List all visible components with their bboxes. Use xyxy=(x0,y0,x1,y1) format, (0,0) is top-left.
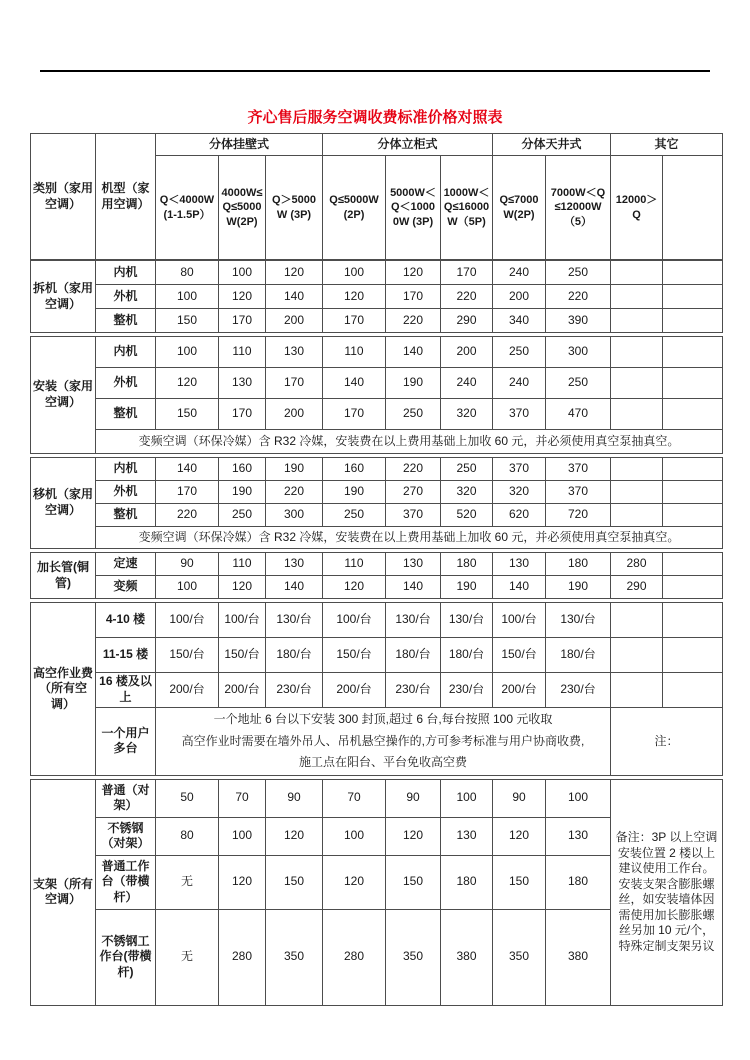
price-cell: 90 xyxy=(386,779,441,817)
price-cell: 250 xyxy=(386,399,441,430)
header-capacity: 12000＞Q xyxy=(611,156,663,260)
model-cell: 整机 xyxy=(96,399,156,430)
price-cell: 130 xyxy=(386,553,441,576)
header-capacity: Q≤5000W(2P) xyxy=(323,156,386,260)
price-cell xyxy=(611,399,663,430)
header-capacity xyxy=(663,156,723,260)
header-capacity: 7000W＜Q≤12000W（5） xyxy=(546,156,611,260)
price-cell: 120 xyxy=(266,261,323,285)
section-zhijia xyxy=(30,779,723,1006)
header-group: 分体挂壁式 xyxy=(156,134,323,156)
price-cell: 100/台 xyxy=(493,603,546,638)
price-cell: 240 xyxy=(493,261,546,285)
price-cell: 120 xyxy=(323,576,386,599)
header-group: 分体立柜式 xyxy=(323,134,493,156)
price-cell: 370 xyxy=(386,504,441,527)
note-marker-cell: 注： xyxy=(611,708,723,776)
model-cell: 外机 xyxy=(96,368,156,399)
price-cell: 130/台 xyxy=(266,603,323,638)
price-cell: 100 xyxy=(156,285,219,309)
price-cell xyxy=(611,638,663,673)
price-cell: 320 xyxy=(493,481,546,504)
price-cell: 290 xyxy=(441,309,493,333)
price-cell: 120 xyxy=(156,368,219,399)
price-cell: 110 xyxy=(219,553,266,576)
price-cell: 170 xyxy=(386,285,441,309)
price-cell: 240 xyxy=(441,368,493,399)
price-cell: 370 xyxy=(493,399,546,430)
price-cell: 170 xyxy=(156,481,219,504)
price-cell: 100/台 xyxy=(219,603,266,638)
price-cell: 180 xyxy=(441,855,493,909)
price-cell: 130 xyxy=(266,337,323,368)
price-cell: 280 xyxy=(323,909,386,1005)
header-capacity: 1000W＜Q≤16000W（5P) xyxy=(441,156,493,260)
price-cell: 200/台 xyxy=(493,673,546,708)
price-cell: 100 xyxy=(441,779,493,817)
price-cell xyxy=(611,504,663,527)
price-cell: 100 xyxy=(156,337,219,368)
price-table-header xyxy=(30,133,723,260)
price-cell: 70 xyxy=(323,779,386,817)
price-cell: 190 xyxy=(441,576,493,599)
price-cell: 200 xyxy=(441,337,493,368)
category-cell: 高空作业费（所有空调） xyxy=(31,603,96,776)
price-cell: 190 xyxy=(386,368,441,399)
price-cell: 170 xyxy=(219,309,266,333)
price-cell: 250 xyxy=(323,504,386,527)
header-capacity: 5000W＜Q＜10000W (3P) xyxy=(386,156,441,260)
price-cell: 50 xyxy=(156,779,219,817)
section-yiji xyxy=(30,457,723,549)
model-cell: 整机 xyxy=(96,309,156,333)
price-cell xyxy=(663,261,723,285)
model-cell: 普通（对架） xyxy=(96,779,156,817)
category-cell: 支架（所有空调） xyxy=(31,779,96,1005)
price-cell: 180/台 xyxy=(386,638,441,673)
price-cell xyxy=(663,337,723,368)
price-cell: 80 xyxy=(156,817,219,855)
price-cell: 250 xyxy=(219,504,266,527)
model-cell: 外机 xyxy=(96,481,156,504)
model-cell: 不锈钢（对架） xyxy=(96,817,156,855)
price-cell: 无 xyxy=(156,855,219,909)
model-cell: 变频 xyxy=(96,576,156,599)
price-cell xyxy=(663,638,723,673)
price-cell xyxy=(663,481,723,504)
price-cell: 230/台 xyxy=(441,673,493,708)
price-cell: 无 xyxy=(156,909,219,1005)
price-cell: 170 xyxy=(266,368,323,399)
price-cell: 150/台 xyxy=(493,638,546,673)
price-cell xyxy=(663,673,723,708)
price-cell: 140 xyxy=(323,368,386,399)
price-cell: 90 xyxy=(156,553,219,576)
price-cell: 130 xyxy=(546,817,611,855)
price-cell: 340 xyxy=(493,309,546,333)
price-cell: 170 xyxy=(323,399,386,430)
model-cell: 16 楼及以上 xyxy=(96,673,156,708)
model-cell: 普通工作台（带横杆） xyxy=(96,855,156,909)
price-cell: 220 xyxy=(546,285,611,309)
category-cell: 安装（家用空调） xyxy=(31,337,96,454)
price-cell: 720 xyxy=(546,504,611,527)
bracket-remark: 备注：3P 以上空调安装位置 2 楼以上建议使用工作台。安装支架含膨胀螺丝，如安装墙体因需使用加长膨胀螺丝另加 10 元/个，特殊定制支架另议 xyxy=(611,779,723,1005)
price-cell xyxy=(611,603,663,638)
highwork-note xyxy=(156,708,611,776)
price-cell: 120 xyxy=(323,855,386,909)
model-cell: 内机 xyxy=(96,458,156,481)
price-cell: 380 xyxy=(441,909,493,1005)
price-cell: 150 xyxy=(156,399,219,430)
model-cell: 11-15 楼 xyxy=(96,638,156,673)
price-cell: 160 xyxy=(323,458,386,481)
price-cell: 130 xyxy=(493,553,546,576)
price-cell: 100 xyxy=(323,261,386,285)
price-cell: 110 xyxy=(323,553,386,576)
price-cell: 300 xyxy=(266,504,323,527)
price-cell: 130 xyxy=(441,817,493,855)
price-cell: 180 xyxy=(546,553,611,576)
price-cell: 140 xyxy=(386,337,441,368)
price-cell: 150 xyxy=(156,309,219,333)
price-cell: 270 xyxy=(386,481,441,504)
price-cell: 280 xyxy=(219,909,266,1005)
price-cell: 190 xyxy=(219,481,266,504)
price-cell: 170 xyxy=(219,399,266,430)
price-cell: 200 xyxy=(493,285,546,309)
price-cell xyxy=(663,285,723,309)
top-divider xyxy=(40,70,710,72)
price-cell: 100/台 xyxy=(323,603,386,638)
model-cell: 整机 xyxy=(96,504,156,527)
section-gaokong xyxy=(30,602,723,776)
price-cell: 220 xyxy=(156,504,219,527)
price-cell: 80 xyxy=(156,261,219,285)
price-cell: 150/台 xyxy=(156,638,219,673)
price-cell: 120 xyxy=(323,285,386,309)
price-cell: 180 xyxy=(546,855,611,909)
price-cell: 200 xyxy=(266,399,323,430)
price-cell: 350 xyxy=(493,909,546,1005)
price-cell: 390 xyxy=(546,309,611,333)
price-cell: 120 xyxy=(266,817,323,855)
price-cell: 280 xyxy=(611,553,663,576)
price-cell: 130/台 xyxy=(386,603,441,638)
price-cell: 130 xyxy=(266,553,323,576)
price-cell: 150 xyxy=(493,855,546,909)
price-cell: 150/台 xyxy=(219,638,266,673)
price-cell: 100 xyxy=(156,576,219,599)
price-cell: 220 xyxy=(266,481,323,504)
price-cell: 200/台 xyxy=(219,673,266,708)
price-cell xyxy=(611,673,663,708)
price-cell xyxy=(663,504,723,527)
section-note: 变频空调（环保冷媒）含 R32 冷媒，安装费在以上费用基础上加收 60 元，并必须使用真空泵抽真空。 xyxy=(96,430,723,454)
price-cell: 370 xyxy=(546,481,611,504)
price-cell: 140 xyxy=(266,576,323,599)
header-model: 机型（家用空调） xyxy=(96,134,156,260)
price-cell: 110 xyxy=(219,337,266,368)
price-cell: 120 xyxy=(386,261,441,285)
note-line: 高空作业时需要在墙外吊人、吊机悬空操作的,方可参考标准与用户协商收费, xyxy=(181,733,585,748)
price-cell: 70 xyxy=(219,779,266,817)
price-cell: 180/台 xyxy=(266,638,323,673)
price-cell xyxy=(611,261,663,285)
price-cell xyxy=(663,368,723,399)
price-cell: 200 xyxy=(266,309,323,333)
section-anzhuang xyxy=(30,336,723,454)
price-cell: 320 xyxy=(441,399,493,430)
price-cell: 180/台 xyxy=(441,638,493,673)
price-cell xyxy=(663,458,723,481)
header-group: 其它 xyxy=(611,134,723,156)
price-cell: 170 xyxy=(441,261,493,285)
price-cell xyxy=(611,368,663,399)
price-cell: 100 xyxy=(323,817,386,855)
price-cell: 100 xyxy=(219,261,266,285)
model-cell: 内机 xyxy=(96,261,156,285)
category-cell: 拆机（家用空调） xyxy=(31,261,96,333)
price-cell xyxy=(611,309,663,333)
model-cell: 不锈钢工作台(带横杆) xyxy=(96,909,156,1005)
note-line: 一个地址 6 台以下安装 300 封顶,超过 6 台,每台按照 100 元收取 xyxy=(213,712,553,726)
price-cell: 190 xyxy=(323,481,386,504)
price-cell: 350 xyxy=(386,909,441,1005)
price-cell: 130 xyxy=(219,368,266,399)
price-cell: 230/台 xyxy=(546,673,611,708)
price-cell xyxy=(663,576,723,599)
section-note: 变频空调（环保冷媒）含 R32 冷媒，安装费在以上费用基础上加收 60 元，并必须使用真空泵抽真空。 xyxy=(96,527,723,549)
section-chaiji xyxy=(30,260,723,333)
price-cell: 320 xyxy=(441,481,493,504)
note-line: 施工点在阳台、平台免收高空费 xyxy=(298,755,467,770)
price-cell: 120 xyxy=(386,817,441,855)
price-cell: 370 xyxy=(493,458,546,481)
price-cell: 200/台 xyxy=(323,673,386,708)
price-cell: 90 xyxy=(266,779,323,817)
price-cell xyxy=(663,553,723,576)
price-cell: 620 xyxy=(493,504,546,527)
price-cell: 180/台 xyxy=(546,638,611,673)
price-cell: 470 xyxy=(546,399,611,430)
price-cell: 120 xyxy=(219,285,266,309)
price-cell: 180 xyxy=(441,553,493,576)
category-cell: 移机（家用空调） xyxy=(31,458,96,549)
price-cell: 190 xyxy=(546,576,611,599)
price-cell: 290 xyxy=(611,576,663,599)
header-capacity: Q＜4000W (1-1.5P） xyxy=(156,156,219,260)
price-cell: 100 xyxy=(219,817,266,855)
price-cell: 100 xyxy=(546,779,611,817)
price-cell: 230/台 xyxy=(386,673,441,708)
price-cell xyxy=(663,603,723,638)
model-cell: 定速 xyxy=(96,553,156,576)
price-cell xyxy=(663,309,723,333)
price-cell: 150/台 xyxy=(323,638,386,673)
price-cell: 250 xyxy=(546,261,611,285)
price-cell: 370 xyxy=(546,458,611,481)
price-cell: 220 xyxy=(386,458,441,481)
price-cell: 140 xyxy=(493,576,546,599)
price-cell: 120 xyxy=(219,855,266,909)
price-cell: 140 xyxy=(386,576,441,599)
price-cell: 160 xyxy=(219,458,266,481)
price-cell: 130/台 xyxy=(546,603,611,638)
category-cell: 加长管(铜管) xyxy=(31,553,96,599)
price-cell: 120 xyxy=(493,817,546,855)
price-cell xyxy=(611,337,663,368)
header-group: 分体天井式 xyxy=(493,134,611,156)
price-cell: 190 xyxy=(266,458,323,481)
page-title: 齐心售后服务空调收费标准价格对照表 xyxy=(247,109,503,126)
header-category: 类别（家用空调） xyxy=(31,134,96,260)
price-cell: 170 xyxy=(323,309,386,333)
model-cell: 外机 xyxy=(96,285,156,309)
price-cell: 520 xyxy=(441,504,493,527)
header-capacity: Q＞5000W (3P) xyxy=(266,156,323,260)
model-cell: 内机 xyxy=(96,337,156,368)
price-cell: 250 xyxy=(441,458,493,481)
price-cell: 380 xyxy=(546,909,611,1005)
model-cell: 一个用户多台 xyxy=(96,708,156,776)
price-cell: 140 xyxy=(156,458,219,481)
price-cell: 200/台 xyxy=(156,673,219,708)
price-cell: 100/台 xyxy=(156,603,219,638)
price-cell: 220 xyxy=(441,285,493,309)
price-cell xyxy=(663,399,723,430)
price-cell: 150 xyxy=(386,855,441,909)
price-cell: 220 xyxy=(386,309,441,333)
price-cell: 240 xyxy=(493,368,546,399)
header-capacity: Q≤7000W(2P) xyxy=(493,156,546,260)
price-cell xyxy=(611,285,663,309)
price-cell: 250 xyxy=(493,337,546,368)
price-cell: 250 xyxy=(546,368,611,399)
price-cell: 150 xyxy=(266,855,323,909)
price-cell: 120 xyxy=(219,576,266,599)
price-cell: 90 xyxy=(493,779,546,817)
price-cell: 350 xyxy=(266,909,323,1005)
model-cell: 4-10 楼 xyxy=(96,603,156,638)
price-cell xyxy=(611,481,663,504)
price-cell: 110 xyxy=(323,337,386,368)
price-cell xyxy=(611,458,663,481)
price-table xyxy=(30,133,722,1009)
header-capacity: 4000W≤Q≤5000W(2P) xyxy=(219,156,266,260)
price-cell: 230/台 xyxy=(266,673,323,708)
price-cell: 130/台 xyxy=(441,603,493,638)
section-jiachangguan xyxy=(30,552,723,599)
price-cell: 300 xyxy=(546,337,611,368)
price-cell: 140 xyxy=(266,285,323,309)
